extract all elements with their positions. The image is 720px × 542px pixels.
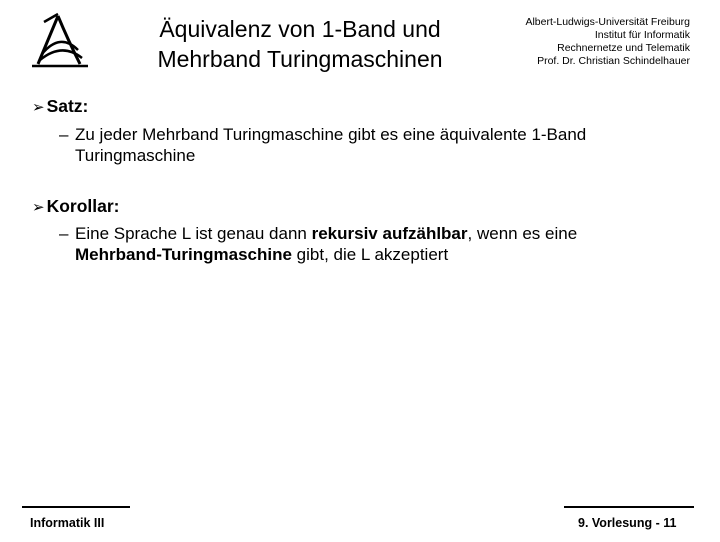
footer — [0, 506, 720, 540]
footer-page-number: 9. Vorlesung - 11 — [578, 516, 677, 530]
institution-line: Institut für Informatik — [594, 29, 690, 41]
institution-line: Rechnernetze und Telematik — [557, 42, 690, 54]
satz-body — [59, 124, 659, 166]
institution-line: Prof. Dr. Christian Schindelhauer — [537, 55, 690, 67]
satz-heading-text: Satz: — [46, 96, 89, 116]
dash-bullet: – — [59, 224, 69, 243]
korollar-heading — [32, 196, 120, 217]
footer-course: Informatik III — [30, 516, 105, 530]
university-logo-icon — [28, 10, 92, 70]
title-line-2: Mehrband Turingmaschinen — [157, 46, 443, 72]
korollar-line-2 — [59, 244, 659, 265]
korollar-line-1 — [59, 223, 659, 244]
korollar-bold-machine: Mehrband-Turingmaschine — [75, 245, 292, 264]
korollar-post: gibt, die L akzeptiert — [291, 245, 449, 264]
dash-bullet: – — [59, 125, 69, 144]
korollar-bold-term: rekursiv aufzählbar — [311, 224, 468, 243]
satz-line-1: Zu jeder Mehrband Turingmaschine gibt es eine äquivalente 1-Band — [75, 125, 587, 144]
korollar-pre: Eine Sprache L ist genau dann — [75, 224, 312, 243]
korollar-body — [59, 223, 659, 265]
arrow-right-icon: ➢ — [32, 98, 45, 116]
satz-line-2: Turingmaschine — [75, 146, 196, 165]
title-line-1: Äquivalenz von 1-Band und — [159, 16, 441, 42]
institution-line: Albert-Ludwigs-Universität Freiburg — [525, 16, 690, 28]
korollar-mid: , wenn es eine — [467, 224, 578, 243]
satz-heading — [32, 96, 88, 117]
arrow-right-icon: ➢ — [32, 198, 45, 216]
institution-block — [470, 16, 690, 68]
page-title — [120, 14, 480, 74]
korollar-heading-text: Korollar: — [46, 196, 120, 216]
